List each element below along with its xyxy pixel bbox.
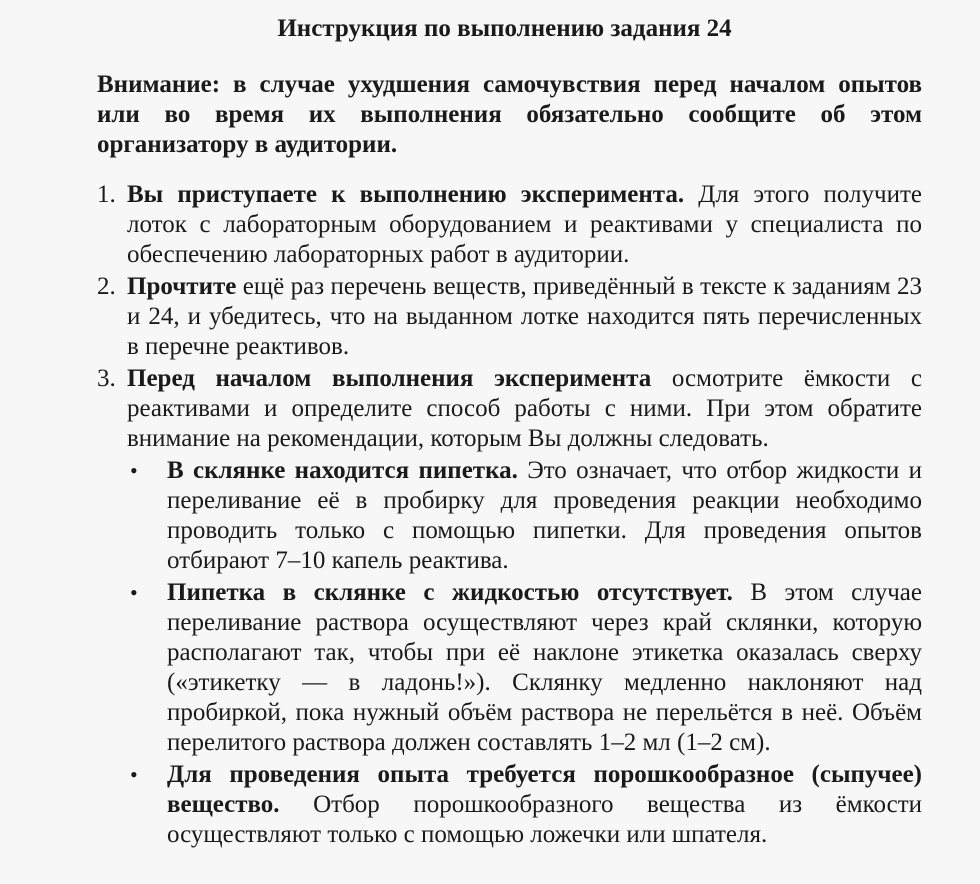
step-text: Для этого получите лоток с лабораторным оборудованием и реактивами у специалиста по обеспечению лабораторных работ в аудитории.: [127, 181, 923, 268]
bullet-text: Отбор порошкообразного вещества из ёмкости осуществляют только с помощью ложечки или шпателя.: [167, 791, 922, 848]
bullet-text: Это означает, что отбор жидкости и переливание её в пробирку для проведения реакции необходимо проводить только с помощью пипетки. Для проведения опытов отбирают 7–10 капель реактива.: [167, 457, 922, 574]
step-text: ещё раз перечень веществ, приведённый в тексте к заданиям 23 и 24, и убедитесь, что на выданном лотке находится пять перечисленных в перечне реактивов.: [127, 273, 922, 360]
bullet-bold-text: Пипетка в склянке с жидкостью отсутствует.: [167, 579, 733, 606]
bullet-bold-text: В склянке находится пипетка.: [167, 457, 518, 484]
step-number: 2.: [97, 273, 116, 300]
step-bold-text: Прочтите: [127, 273, 237, 300]
step-item-3: [97, 364, 922, 454]
bullet-bold-text: Для проведения опыта требуется порошкообразное (сыпучее) вещество.: [167, 761, 922, 818]
bullet-item-1: [97, 456, 922, 576]
step-item-1: [97, 180, 922, 270]
step-bold-text: Вы приступаете к выполнению эксперимента.: [127, 181, 685, 208]
steps-list: [97, 180, 922, 454]
step-bold-text: Перед началом выполнения эксперимента: [127, 365, 652, 392]
bullet-item-3: [97, 760, 922, 850]
bullet-icon: •: [130, 458, 138, 483]
warning-paragraph: Внимание: в случае ухудшения самочувствия перед началом опытов или во время их выполнения обязательно сообщите об этом организатору в аудитории.: [97, 71, 922, 158]
bullet-icon: •: [130, 580, 138, 605]
bullet-text: В этом случае переливание раствора осуществляют через край склянки, которую располагают так, чтобы при её наклоне этикетка оказалась сверху («этикетку — в ладонь!»). Склянку медленно наклоняют над пробиркой, пока нужный объём раствора не перельётся в неё. Объём перелитого раствора должен составлять 1–2 мл (1–2 см).: [167, 579, 922, 756]
page-title: Инструкция по выполнению задания 24: [277, 15, 732, 42]
step-text: осмотрите ёмкости с реактивами и определите способ работы с ними. При этом обратите внимание на рекомендации, которым Вы должны следовать.: [127, 365, 922, 452]
bullet-item-2: [97, 578, 922, 758]
step-number: 3.: [97, 365, 116, 392]
step-item-2: [97, 272, 922, 362]
step-number: 1.: [97, 181, 116, 208]
bullet-icon: •: [130, 762, 138, 787]
recommendations-list: [97, 456, 922, 850]
